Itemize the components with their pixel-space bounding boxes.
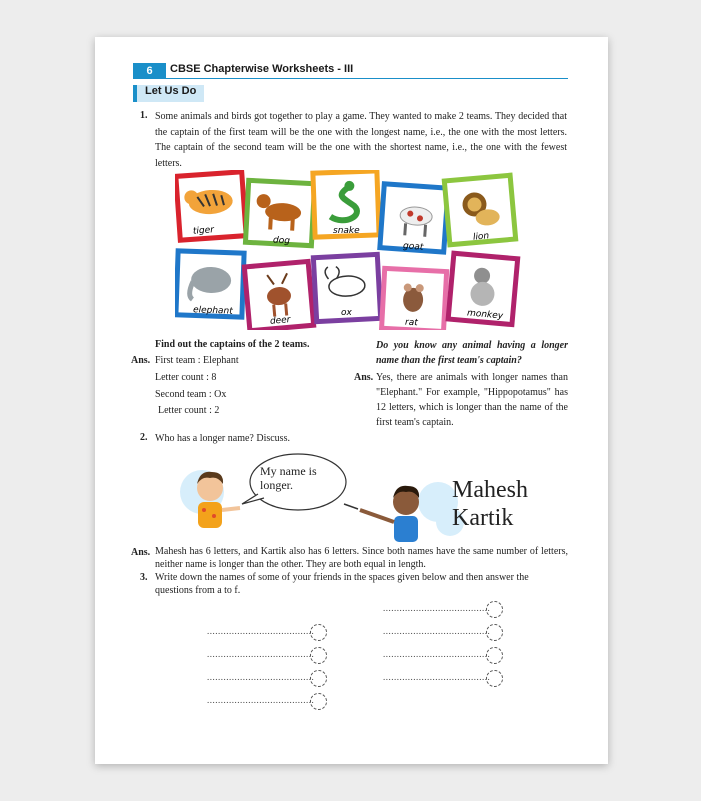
letter-count-circle[interactable] [310, 693, 327, 710]
q1-ans-label: Ans. [131, 355, 151, 366]
card-label-elephant: elephant [192, 305, 233, 317]
q2-text: Who has a longer name? Discuss. [155, 433, 290, 444]
q2-answer: Mahesh has 6 letters, and Kartik also has 6 letters. Since both names have the same number of letters, neither name is longer than the other. They are both equal in length. [155, 546, 568, 570]
card-label-goat: goat [402, 241, 424, 253]
q3-text: Write down the names of some of your friends in the spaces given below and then answer the questions from a to f. [155, 572, 529, 596]
letter-count-circle[interactable] [310, 670, 327, 687]
letter-count-circle[interactable] [486, 647, 503, 664]
friend-name-blank[interactable]: ....................................... [207, 695, 315, 705]
q1-side-answer: Yes, there are animals with longer names than "Elephant." For example, "Hippopotamus" has 12 letters, which is longer than the name of the first team's captain. [376, 372, 568, 428]
q1-number: 1. [140, 110, 148, 121]
q1-text: Some animals and birds got together to play a game. They wanted to make 2 teams. They decided that the captain of the first team will be the one with the longest name, i.e., the one with the most letters. The captain of the second team will be the one with the shortest name, i.e., the one with the fewest letters. [155, 111, 567, 169]
card-label-rat: rat [404, 317, 419, 329]
card-label-monkey: monkey [466, 308, 504, 322]
q1-ans-line-4: Letter count : 2 [158, 405, 220, 416]
q2-ans-label: Ans. [131, 547, 151, 558]
card-label-ox: ox [341, 308, 352, 318]
name-kartik: Kartik [452, 505, 514, 531]
friend-name-blank[interactable]: ....................................... [383, 626, 491, 636]
q1-ans-line-2: Letter count : 8 [155, 372, 217, 383]
q2-number: 2. [140, 432, 148, 443]
speech-bubble-text: My name is longer. [260, 464, 317, 492]
q1-side-question: Do you know any animal having a longer name than the first team's captain? [376, 340, 568, 366]
letter-count-circle[interactable] [310, 624, 327, 641]
friend-name-blank[interactable]: ....................................... [383, 649, 491, 659]
section-title: Let Us Do [137, 85, 204, 102]
q1-side-ans-label: Ans. [354, 372, 374, 383]
page-number: 6 [133, 63, 166, 79]
letter-count-circle[interactable] [310, 647, 327, 664]
letter-count-circle[interactable] [486, 624, 503, 641]
q1-prompt: Find out the captains of the 2 teams. [155, 339, 310, 350]
letter-count-circle[interactable] [486, 601, 503, 618]
animal-cards [175, 170, 525, 330]
card-label-dog: dog [272, 235, 291, 247]
worksheet-page [95, 37, 608, 764]
q2-illustration [180, 452, 560, 544]
q1-ans-line-1: First team : Elephant [155, 355, 239, 366]
friend-name-blank[interactable]: ....................................... [207, 672, 315, 682]
name-mahesh: Mahesh [452, 477, 528, 503]
card-label-deer: deer [269, 315, 291, 327]
page-header-title: CBSE Chapterwise Worksheets - III [170, 63, 354, 75]
card-label-snake: snake [333, 226, 360, 236]
q3-number: 3. [140, 572, 148, 583]
q1-ans-line-3: Second team : Ox [155, 389, 227, 400]
friend-name-blank[interactable]: ....................................... [207, 626, 315, 636]
card-label-tiger: tiger [192, 225, 215, 237]
friend-name-blank[interactable]: ....................................... [207, 649, 315, 659]
letter-count-circle[interactable] [486, 670, 503, 687]
friend-name-blank[interactable]: ....................................... [383, 672, 491, 682]
header-divider [133, 78, 568, 79]
friend-name-blank[interactable]: ....................................... [383, 603, 491, 613]
card-label-lion: lion [472, 231, 490, 243]
